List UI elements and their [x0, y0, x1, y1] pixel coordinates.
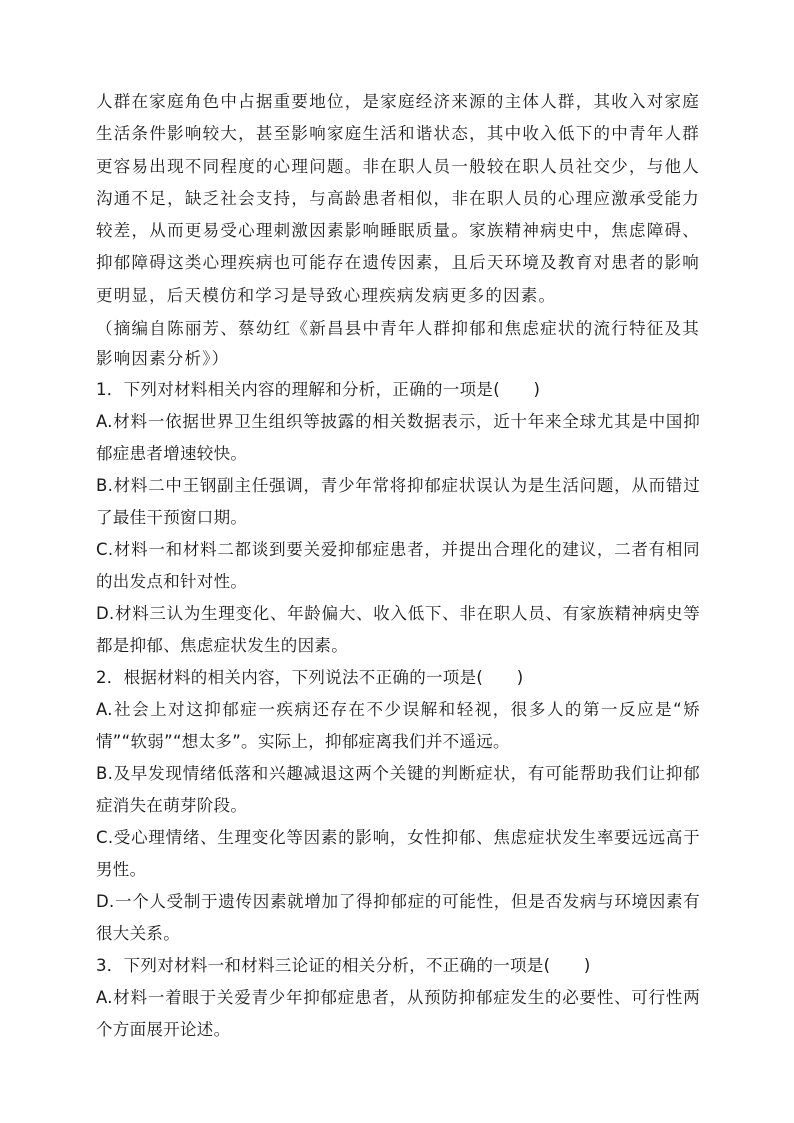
source-citation: （摘编自陈丽芳、蔡幼红《新昌县中青年人群抑郁和焦虑症状的流行特征及其影响因素分析》） — [96, 319, 700, 369]
option-c: C.受心理情绪、生理变化等因素的影响，女性抑郁、焦虑症状发生率要远远高于男性。 — [96, 828, 700, 880]
question-3 — [96, 950, 700, 1046]
question-1 — [96, 374, 700, 662]
option-a: A.材料一着眼于关爱青少年抑郁症患者，从预防抑郁症发生的必要性、可行性两个方面展开论述。 — [96, 988, 700, 1040]
option-d: D.材料三认为生理变化、年龄偏大、收入低下、非在职人员、有家族精神病史等都是抑郁、焦虑症状发生的因素。 — [96, 604, 700, 656]
option-a: A.社会上对这抑郁症一疾病还存在不少误解和轻视，很多人的第一反应是“矫情”“软弱”“想太多”。实际上，抑郁症离我们并不遥远。 — [96, 700, 700, 752]
option-d: D.一个人受制于遗传因素就增加了得抑郁症的可能性，但是否发病与环境因素有很大关系。 — [96, 892, 700, 944]
option-b: B.材料二中王钢副主任强调，青少年常将抑郁症状误认为是生活问题，从而错过了最佳干预窗口期。 — [96, 476, 700, 528]
question-stem: 2．根据材料的相关内容，下列说法不正确的一项是( ) — [96, 668, 524, 688]
page-content — [96, 86, 700, 1046]
option-c: C.材料一和材料二都谈到要关爱抑郁症患者，并提出合理化的建议，二者有相同的出发点和针对性。 — [96, 540, 700, 592]
passage-paragraph: 人群在家庭角色中占据重要地位，是家庭经济来源的主体人群，其收入对家庭生活条件影响较大，甚至影响家庭生活和谐状态，其中收入低下的中青年人群更容易出现不同程度的心理问题。非在职人员一般较在职人员社交少，与他人沟通不足，缺乏社会支持，与高龄患者相似，非在职人员的心理应激承受能力较差，从而更易受心理刺激因素影响睡眠质量。家族精神病史中，焦虑障碍、抑郁障碍这类心理疾病也可能存在遗传因素，且后天环境及教育对患者的影响更明显，后天模仿和学习是导致心理疾病发病更多的因素。 — [96, 92, 700, 305]
question-stem: 3．下列对材料一和材料三论证的相关分析，不正确的一项是( ) — [96, 956, 591, 976]
option-b: B.及早发现情绪低落和兴趣减退这两个关键的判断症状，有可能帮助我们让抑郁症消失在萌芽阶段。 — [96, 764, 700, 816]
question-2 — [96, 662, 700, 950]
question-stem: 1．下列对材料相关内容的理解和分析，正确的一项是( ) — [96, 380, 541, 400]
option-a: A.材料一依据世界卫生组织等披露的相关数据表示，近十年来全球尤其是中国抑郁症患者增速较快。 — [96, 412, 700, 464]
